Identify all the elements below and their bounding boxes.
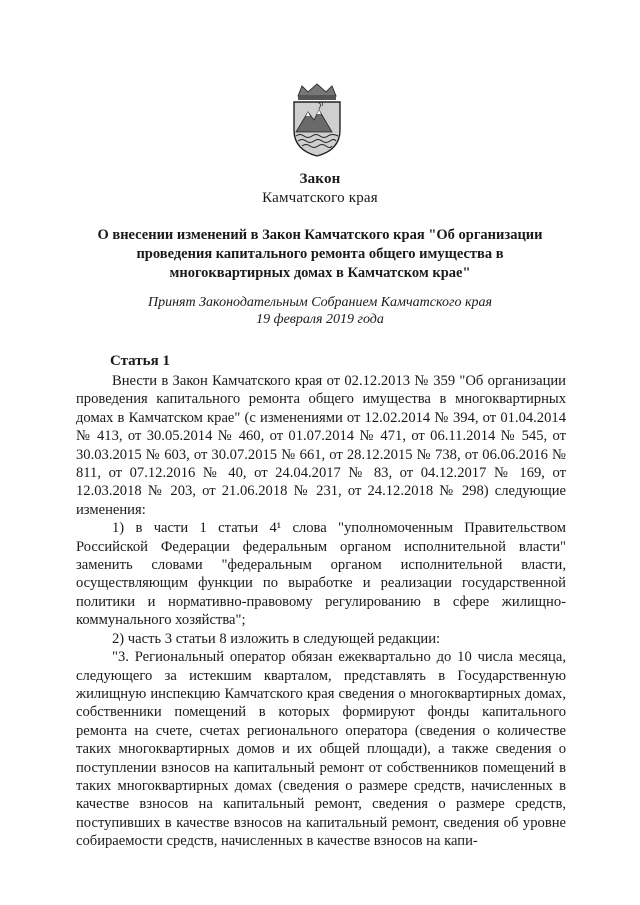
adoption-date: 19 февраля 2019 года [256, 312, 384, 327]
paragraph: Внести в Закон Камчатского края от 02.12.2013 № 359 "Об организации проведения капитального ремонта общего имущества в многоквартирных домах в Камчатском крае" (с изменениями от 12.02.2014 № 394, от 01.04.2014 № 413, от 30.05.2014 № 460, от 01.07.2014 № 471, от 06.11.2014 № 545, от 30.03.2015 № 603, от 30.07.2015 № 661, от 28.12.2015 № 738, от 06.06.2016 № 811, от 07.12.2016 № 40, от 24.04.2017 № 83, от 04.12.2017 № 169, от 12.03.2018 № 203, от 21.06.2018 № 231, от 24.12.2018 № 298) следующие изменения: [76, 373, 566, 518]
adoption-body: Принят Законодательным Собранием Камчатского края [147, 295, 493, 310]
law-title-line: проведения капитального ремонта общего имущества в [136, 246, 504, 262]
coat-of-arms-icon [288, 82, 346, 158]
paragraph: 2) часть 3 статьи 8 изложить в следующей редакции: [112, 630, 441, 647]
paragraph: "3. Региональный оператор обязан ежеквартально до 10 числа месяца, следующего за истекшим кварталом, представлять в Государственную жилищную инспекцию Камчатского края сведения о многоквартирных домах, собственники помещений в которых формируют фонды капитального ремонта на счете, счетах регионального оператора (сведения о количестве таких многоквартирных домов и их общей площади), а также сведения о поступлении взносов на капитальный ремонт от собственников помещений в таких многоквартирных домах (сведения о размере средств, начисленных в качестве взносов на капитальный ремонт, сведения о размере средств, поступивших в качестве взносов на капитальный ремонт, сведения об уровне собираемости средств, начисленных в качестве взносов на капи- [76, 649, 566, 850]
region-name: Камчатского края [262, 190, 378, 206]
adoption-note [0, 294, 640, 328]
article-heading: Статья 1 [110, 353, 170, 369]
law-title [60, 226, 580, 283]
law-title-line: многоквартирных домах в Камчатском крае" [169, 265, 471, 281]
document-type: Закон [299, 171, 341, 187]
article-body [76, 372, 566, 851]
law-title-line: О внесении изменений в Закон Камчатского края "Об организации [97, 227, 543, 243]
paragraph: 1) в части 1 статьи 4¹ слова "уполномоченным Правительством Российской Федерации федеральным органом исполнительной власти" заменить словами "федеральным органом исполнительной власти, осуществляющим функции по выработке и реализации государственной политики и нормативно-правовому регулированию в сфере жилищно-коммунального хозяйства"; [76, 520, 566, 629]
